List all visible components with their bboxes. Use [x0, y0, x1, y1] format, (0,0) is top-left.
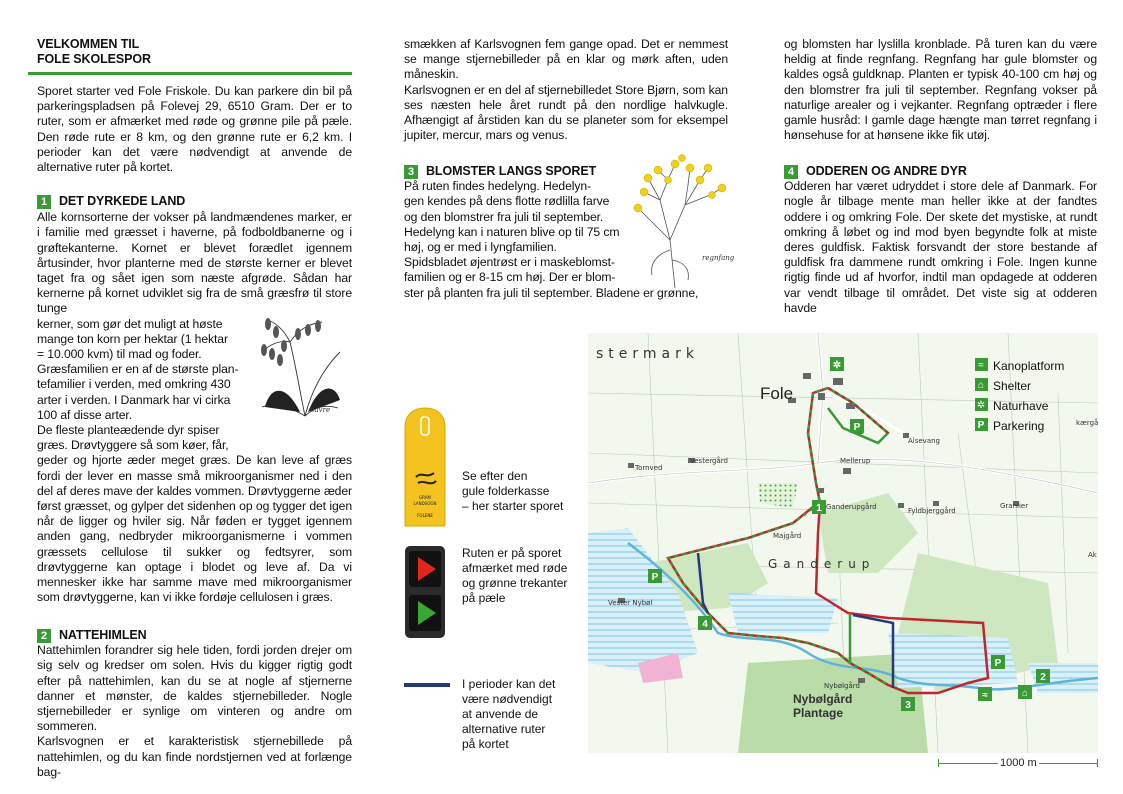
- svg-text:P: P: [994, 658, 1002, 669]
- svg-text:FOLENE: FOLENE: [417, 513, 433, 518]
- svg-text:⌂: ⌂: [977, 380, 985, 391]
- svg-text:P: P: [651, 572, 659, 583]
- title-rule: [28, 72, 352, 75]
- s1-wrap-9: græs. Drøvtyggere så som køer, får,: [37, 438, 229, 453]
- section-2-title: NATTEHIMLEN: [59, 628, 147, 642]
- svg-text:⌂: ⌂: [1021, 688, 1029, 699]
- svg-text:P: P: [977, 420, 985, 431]
- s1-wrap-7: 100 af disse arter.: [37, 407, 132, 422]
- map-label-mellerup: Mellerup: [840, 457, 871, 465]
- s3-line-5: høj, og er med i lyngfamilien.: [404, 240, 557, 255]
- tansy-illustration: [630, 150, 735, 290]
- s3-line-3: og den blomstrer fra juli til september.: [404, 209, 604, 224]
- column-1: [37, 37, 352, 67]
- intro-text: Sporet starter ved Fole Friskole. Du kan parkere din bil på parkeringspladsen på Folevej 29, 6510 Gram. Der er to ruter, som er afmærket med røde og grønne pile på pæle. Den røde rute er 8 km, og den grønne rute er 6,2 km. I perioder kan det være nødvendigt at anvende de alternative ruter på kortet.: [37, 84, 352, 175]
- map-label-alsevang: Alsevang: [908, 437, 940, 445]
- map-label-granlier: Granlier: [1000, 502, 1029, 510]
- oat-illustration: [250, 312, 350, 420]
- s1-wrap-4: Græsfamilien er en af de største plan-: [37, 362, 239, 377]
- s3-line-6: Spidsbladet øjentrøst er i maskeblomst-: [404, 255, 615, 270]
- section-1-title: DET DYRKEDE LAND: [59, 194, 186, 208]
- map-scale-label: 1000 m: [1000, 757, 1037, 769]
- svg-text:GRAM: GRAM: [419, 495, 431, 500]
- col3-paragraph-1: og blomsten har lyslilla kronblade. På turen kan du være heldig at finde regnfang. Regnfang har gule blomster og kaldes også guldknap. Planten er typisk 40-100 cm høj og den blomstrer fra juli til september. Regnfang vokser på naturlige arealer og i vejkanter. Regnfang optræder i flere gamle husråd: I gamle dage hængte man tørret regnfang i hønsehuse for at hønsene ikke fik utøj.: [784, 37, 1097, 143]
- alt-route-line: [404, 683, 450, 687]
- s1-wrap-6: arter i verden. I Danmark har vi cirka: [37, 392, 231, 407]
- map-marker-2: 2: [1040, 672, 1046, 683]
- section-4-heading: [784, 164, 1097, 179]
- map-label-kaergaard: kærgå: [1076, 419, 1099, 427]
- svg-text:≈: ≈: [978, 360, 984, 371]
- map-marker-4: 4: [702, 619, 708, 630]
- map-label-plantage: Plantage: [793, 706, 844, 720]
- s1-wrap-1: kerner, som gør det muligt at høste: [37, 316, 223, 331]
- map-label-vester-nybol: Vester Nybøl: [608, 599, 653, 607]
- section-4-number: 4: [784, 165, 798, 179]
- s3-line-2: gen kendes på dens flotte rødlilla farve: [404, 194, 610, 209]
- column-3-top: [784, 37, 1097, 143]
- map-label-tornved: Tornved: [635, 464, 663, 472]
- map-label-ak: Ak: [1088, 551, 1097, 559]
- legend-kanoplatform: Kanoplatform: [993, 359, 1065, 373]
- legend-shelter: Shelter: [993, 379, 1032, 393]
- map-label-town: Fole: [760, 384, 794, 403]
- yellow-box-text: Se efter den gule folderkasse – her starter sporet: [462, 469, 564, 513]
- section-3-title: BLOMSTER LANGS SPORET: [426, 164, 597, 178]
- s3-line-8: ster på planten fra juli til september. Bladene er grønne,: [404, 285, 699, 300]
- map-label-nybolgaard-small: Nybølgård: [824, 682, 860, 690]
- page-title-line1: VELKOMMEN TIL: [37, 37, 140, 51]
- col2-paragraph-1: smækken af Karlsvognen fem gange opad. Det er nemmest se mange stjernebilleder på en klar og mørk aften, uden måneskin.: [404, 37, 728, 82]
- section-2-paragraph-2: Karlsvognen er et karakteristisk stjernebillede på nattehimlen, og du kan finde nordstjernen ved at forlænge bag-: [37, 734, 352, 779]
- section-4-paragraph-1: Odderen har været udryddet i store dele af Danmark. For nogle år tilbage mente man heller ikke at der fandtes oddere i og omkring Fole. Der skete det mystiske, at rundt omkring å løbet og ind mod byen begyndte folk at miste deres guldfisk. Faktisk forsvandt der store bestande af guldfisk fra dammene rundt omkring i Fole. Ingen kunne rigtig finde ud af hvorfor, indtil man opdagede at odderen var vendt tilbage til området. Det viste sig at odderen havde: [784, 179, 1097, 315]
- map-scale-tick-right: [1097, 759, 1098, 767]
- yellow-box-icon: [404, 407, 446, 527]
- section-1-heading: [37, 194, 352, 209]
- svg-text:LANDSOGN: LANDSOGN: [413, 501, 437, 506]
- svg-text:≈: ≈: [982, 690, 988, 701]
- map-label-majgaard: Majgård: [773, 532, 802, 540]
- s3-line-7: familien og er 8-15 cm høj. Der er blom-: [404, 270, 616, 285]
- route-map: [588, 333, 1098, 753]
- section-4-title: ODDEREN OG ANDRE DYR: [806, 164, 967, 178]
- map-label-region: stermark: [596, 346, 699, 362]
- section-2: [37, 628, 352, 780]
- map-label-vestergaard: Vestergård: [690, 457, 728, 465]
- column-2-top: [404, 37, 728, 143]
- map-scale-tick-left: [938, 759, 939, 767]
- section-3-number: 3: [404, 165, 418, 179]
- section-2-heading: [37, 628, 352, 643]
- map-label-nybolgaard: Nybølgård: [793, 692, 853, 706]
- s3-line-4: Hedelyng kan i naturen blive op til 75 cm: [404, 224, 620, 239]
- section-4: [784, 164, 1097, 316]
- svg-text:✲: ✲: [832, 360, 842, 371]
- section-2-paragraph-1: Nattehimlen forandrer sig hele tiden, fordi jorden drejer om sig selv og kredser om solen. Hvis du kigger rigtig godt efter på nattehimlen, kan du se at nogle af stjernerne danner et mønster, de kaldes stjernebilleder. Nogle stjernebilleder er synlige om vinteren og andre om sommeren.: [37, 643, 352, 734]
- alt-route-text: I perioder kan det være nødvendigt at anvende de alternative ruter på kortet: [462, 677, 556, 751]
- route-triangles-icon: [404, 545, 446, 639]
- col2-paragraph-2: Karlsvognen er en del af stjernebilledet Store Bjørn, som kan ses næsten hele året rundt på den nordlige halvkugle. Afhængigt af årstiden kan du se planeter som for eksempel jupiter, mercur, mars og venus.: [404, 82, 728, 143]
- section-2-number: 2: [37, 629, 51, 643]
- s1-wrap-3: = 10.000 kvm) til mad og foder.: [37, 347, 202, 362]
- section-1-paragraph-2: geder og hjorte æder meget græs. De kan leve af græs fordi der lever en masse små mikroorganismer ned i den del af deres mave der kaldes vommen. Drøvtyggerne æder først græsset, og gylper det sidenhen op og tygger det igen når de ligger og hviler sig. Når føden er tygget igennem anden gang, nedbryder mikroorganismerne i vommen græssets cellulose til sukker og fedtsyrer, som drøvtyggerne kan optage i blodet og leve af. Da vi mennesker ikke har samme mave med mikroorganismer som drøvtyggerne, kan vi ikke fordøje cellulosen i græs.: [37, 453, 352, 605]
- svg-text:✲: ✲: [976, 400, 986, 411]
- s1-wrap-8: De fleste planteædende dyr spiser: [37, 423, 220, 438]
- legend-parkering: Parkering: [993, 419, 1045, 433]
- svg-text:P: P: [853, 422, 861, 433]
- section-1-paragraph-1: Alle kornsorterne der vokser på landmændenes marker, er i familie med græsset i haverne, på fodboldbanerne og i grøftekanterne. Kornet er blevet forædlet igennem årtusinder, hvor planterne med de største kerner er blevet taget fra og sået igen som næste afgrøde. Sådan har kernerne på kornet udviklet sig fra de små græsfrø til store tunge: [37, 210, 352, 316]
- oat-caption: havre: [310, 406, 331, 414]
- s3-line-1: På ruten findes hedelyng. Hedelyn-: [404, 179, 591, 194]
- s1-wrap-5: tefamilier i verden, med omkring 430: [37, 377, 231, 392]
- map-label-ganderupgaard: Ganderupgård: [826, 503, 877, 511]
- map-marker-3: 3: [905, 700, 911, 711]
- map-label-fyldbjerggaard: Fyldbjerggård: [908, 507, 956, 515]
- legend-naturhave: Naturhave: [993, 399, 1049, 413]
- map-marker-1: 1: [816, 503, 822, 514]
- route-triangles-text: Ruten er på sporet afmærket med røde og grønne trekanter på pæle: [462, 546, 568, 605]
- page-title-line2: FOLE SKOLESPOR: [37, 52, 151, 66]
- map-label-ganderup: Ganderup: [768, 557, 876, 571]
- tansy-caption: regnfang: [702, 254, 735, 262]
- section-1-number: 1: [37, 195, 51, 209]
- s1-wrap-2: mange ton korn per hektar (1 hektar: [37, 331, 228, 346]
